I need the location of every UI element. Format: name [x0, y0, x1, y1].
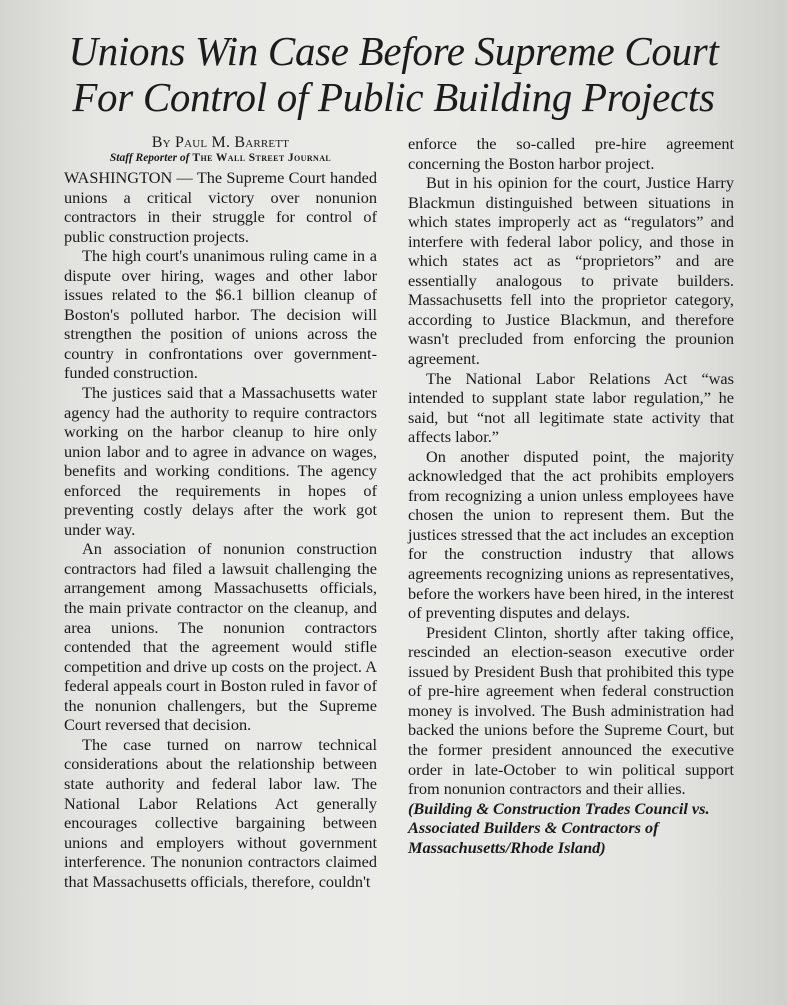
paragraph: The justices said that a Massachusetts water agency had the authority to require contractors working on the harbor cleanup to hire only union labor and to agree in advance on wages, benefits and working conditions. The agency enforced the requirements in hopes of preventing costly delays after the work got under way. [64, 383, 377, 539]
paragraph: The National Labor Relations Act “was intended to supplant state labor regulation,” he said, but “not all legitimate state activity that affects labor.” [408, 368, 734, 447]
paragraph: An association of nonunion construction contractors had filed a lawsuit challenging the arrangement among Massachusetts officials, the main private contractor on the cleanup, and area unions. The nonunion contractors contended that the agreement would stifle competition and drive up costs on the project. A federal appeals court in Boston ruled in favor of the nonunion challengers, but the Supreme Court reversed that decision. [64, 539, 377, 735]
publication-name: The Wall Street Journal [192, 152, 332, 164]
headline-line-1: Unions Win Case Before Supreme Court [68, 28, 719, 74]
byline-staff [64, 151, 377, 166]
case-citation: (Building & Construction Trades Council vs. Associated Builders & Contractors of Massachusetts/Rhode Island) [408, 798, 710, 857]
paragraph: The high court's unanimous ruling came in a dispute over hiring, wages and other labor issues related to the $6.1 billion cleanup of Boston's polluted harbor. The decision will strengthen the position of unions across the country in confrontations over government-funded construction. [64, 246, 377, 383]
headline [0, 28, 787, 120]
byline-author: By Paul M. Barrett [151, 134, 290, 151]
paragraph: President Clinton, shortly after taking office, rescinded an election-season executive order issued by President Bush that prohibited this type of pre-hire agreement when federal construction money is involved. The Bush administration had backed the unions before the Supreme Court, but the former president announced the executive order in late-October to win political support from nonunion contractors and their allies. [408, 622, 734, 799]
left-column [64, 134, 377, 891]
paragraph: But in his opinion for the court, Justice Harry Blackmun distinguished between situations in which states improperly act as “regulators” and interfere with federal labor policy, and those in which states act as “proprietors” and are essentially analogous to private builders. Massachusetts fell into the proprietor category, according to Justice Blackmun, and therefore wasn't precluded from enforcing the prounion agreement. [408, 173, 734, 369]
right-column [408, 134, 734, 857]
paragraph: The case turned on narrow technical considerations about the relationship between state authority and federal labor law. The National Labor Relations Act generally encourages collective bargaining between unions and employers without government interference. The nonunion contractors claimed that Massachusetts officials, therefore, couldn't [64, 734, 377, 891]
paragraph: WASHINGTON — The Supreme Court handed unions a critical victory over nonunion contractors in their struggle for control of public construction projects. [64, 168, 377, 246]
staff-prefix: Staff Reporter of [109, 152, 190, 164]
paragraph: On another disputed point, the majority acknowledged that the act prohibits employers from recognizing a union unless employees have chosen the union to represent them. But the justices stressed that the act includes an exception for the construction industry that allows agreements recognizing unions as representatives, before the workers have been hired, in the interest of preventing disputes and delays. [408, 446, 734, 623]
paragraph: enforce the so-called pre-hire agreement concerning the Boston harbor project. [408, 134, 734, 173]
headline-line-2: For Control of Public Building Projects [72, 74, 715, 120]
